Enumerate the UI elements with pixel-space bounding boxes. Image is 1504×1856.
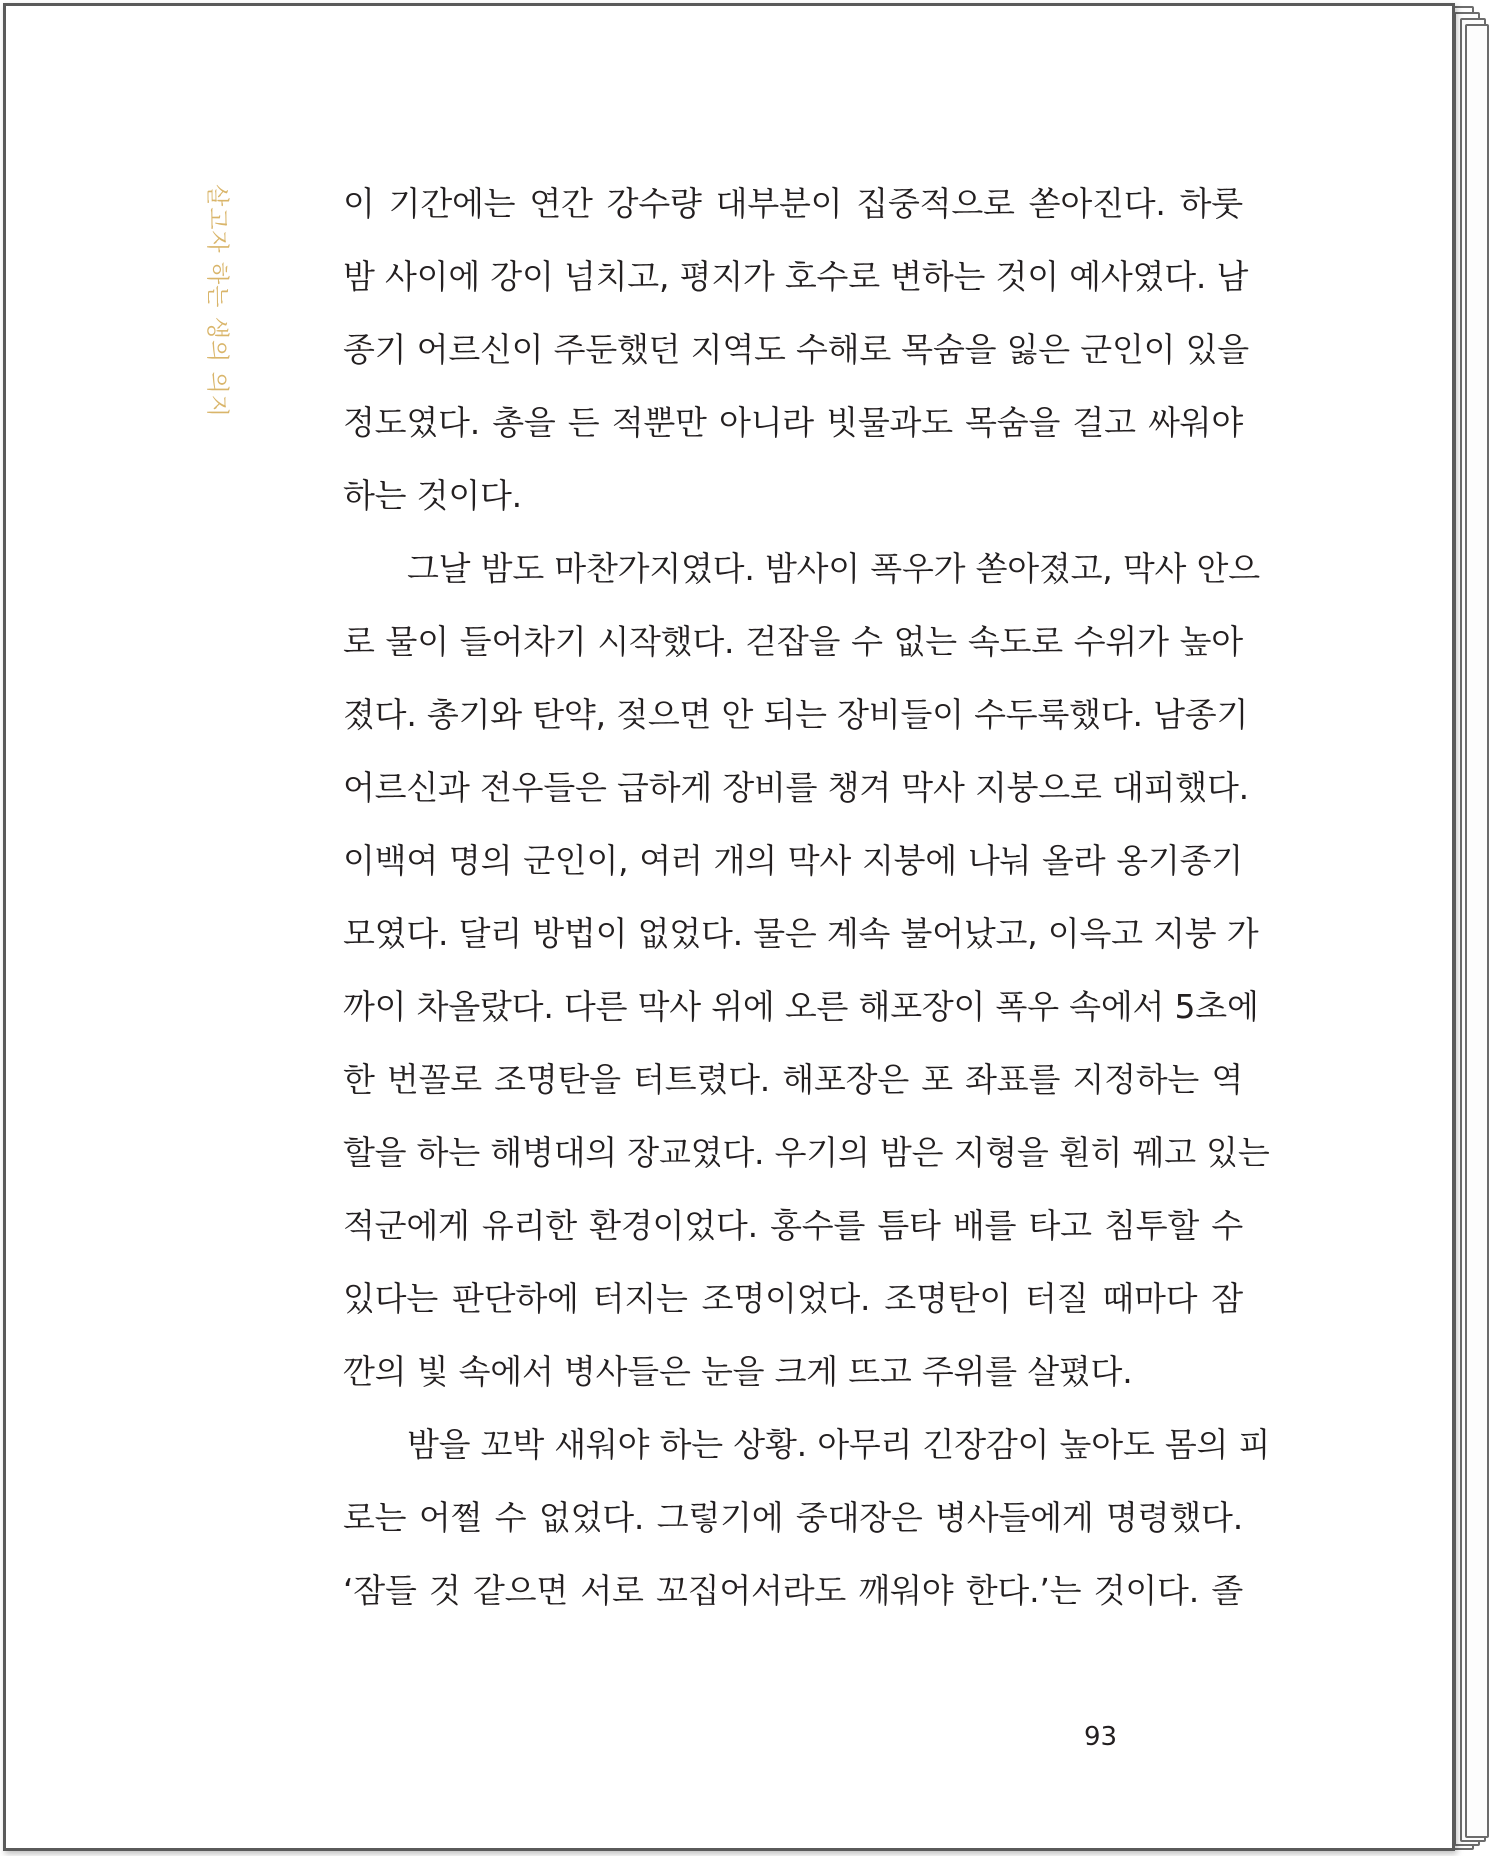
text-line: 까이 차올랐다. 다른 막사 위에 오른 해포장이 폭우 속에서 5초에 (343, 987, 1259, 1026)
text-line: 모였다. 달리 방법이 없었다. 물은 계속 불어났고, 이윽고 지붕 가 (343, 914, 1259, 953)
book-page (3, 3, 1455, 1851)
running-head: 살고자 하는 생의 의지 (204, 184, 230, 418)
text-line: 할을 하는 해병대의 장교였다. 우기의 밤은 지형을 훤히 꿰고 있는 (343, 1133, 1270, 1172)
text-line: 적군에게 유리한 환경이었다. 홍수를 틈타 배를 타고 침투할 수 (343, 1206, 1243, 1245)
text-line: 어르신과 전우들은 급하게 장비를 챙겨 막사 지붕으로 대피했다. (343, 768, 1249, 807)
text-line: 이백여 명의 군인이, 여러 개의 막사 지붕에 나눠 올라 옹기종기 (343, 841, 1243, 880)
body-text (343, 174, 1271, 1634)
text-line: 있다는 판단하에 터지는 조명이었다. 조명탄이 터질 때마다 잠 (343, 1279, 1243, 1318)
text-line: 졌다. 총기와 탄약, 젖으면 안 되는 장비들이 수두룩했다. 남종기 (343, 695, 1249, 734)
text-line: 하는 것이다. (343, 476, 522, 515)
text-line: ‘잠들 것 같으면 서로 꼬집어서라도 깨워야 한다.’는 것이다. 졸 (343, 1571, 1243, 1610)
text-line: 정도였다. 총을 든 적뿐만 아니라 빗물과도 목숨을 걸고 싸워야 (343, 403, 1243, 442)
text-line: 로는 어쩔 수 없었다. 그렇기에 중대장은 병사들에게 명령했다. (343, 1498, 1243, 1537)
text-line: 종기 어르신이 주둔했던 지역도 수해로 목숨을 잃은 군인이 있을 (343, 330, 1249, 369)
text-line: 밤을 꼬박 새워야 하는 상황. 아무리 긴장감이 높아도 몸의 피 (407, 1425, 1271, 1464)
text-line: 밤 사이에 강이 넘치고, 평지가 호수로 변하는 것이 예사였다. 남 (343, 257, 1249, 296)
page-number: 93 (1084, 1722, 1118, 1752)
text-line: 로 물이 들어차기 시작했다. 걷잡을 수 없는 속도로 수위가 높아 (343, 622, 1243, 661)
text-line: 깐의 빛 속에서 병사들은 눈을 크게 뜨고 주위를 살폈다. (343, 1352, 1133, 1391)
text-line: 그날 밤도 마찬가지였다. 밤사이 폭우가 쏟아졌고, 막사 안으 (407, 549, 1260, 588)
page-edge (1465, 24, 1489, 1838)
text-line: 이 기간에는 연간 강수량 대부분이 집중적으로 쏟아진다. 하룻 (343, 184, 1243, 223)
text-line: 한 번꼴로 조명탄을 터트렸다. 해포장은 포 좌표를 지정하는 역 (343, 1060, 1243, 1099)
